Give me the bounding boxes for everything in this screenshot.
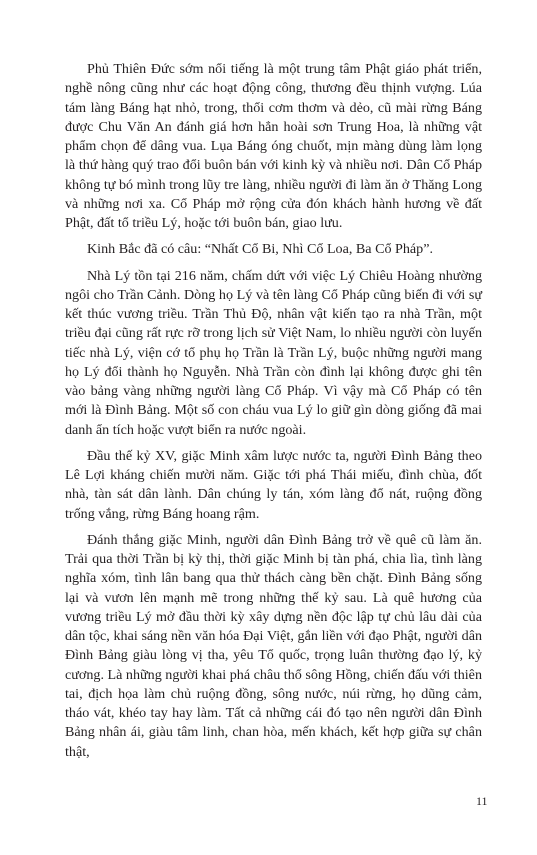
paragraph-giac-minh: Đầu thế kỷ XV, giặc Minh xâm lược nước ta, người Đình Bảng theo Lê Lợi kháng chiến mười năm. Giặc tới phá Thái miếu, đình chùa, đốt nhà, tàn sát dân lành. Dân chúng ly tán, xóm làng đổ nát, ruộng đồng trống vắng, rừng Báng hoang rậm.	[65, 447, 482, 522]
page-number: 11	[476, 794, 488, 808]
paragraph-thien-duc: Phủ Thiên Đức sớm nổi tiếng là một trung tâm Phật giáo phát triển, nghề nông cũng như các hoạt động công, thương đều thịnh vượng. Lúa tám làng Báng hạt nhỏ, trong, thổi cơm thơm và dẻo, cũ mài rừng Báng được Chu Văn An đánh giá hơn hẳn hoài sơn Trung Hoa, là những vật phẩm chọn để dâng vua. Lụa Báng óng chuốt, mịn màng dùng làm lọng là thứ hàng quý trao đổi buôn bán với kinh kỳ và nhiều nơi. Dân Cổ Pháp không tự bó mình trong lũy tre làng, nhiều người đi làm ăn ở Thăng Long và những nơi xa. Cổ Pháp mở rộng cửa đón khách hành hương về đất Phật, đất tổ triều Lý, hoặc tới buôn bán, giao lưu.	[65, 61, 482, 231]
paragraph-dinh-bang: Đánh thắng giặc Minh, người dân Đình Bảng trở về quê cũ làm ăn. Trải qua thời Trần bị kỳ thị, thời giặc Minh bị tàn phá, chia lìa, tình làng nghĩa xóm, tình lân bang qua thử thách càng bền chặt. Đình Bảng sống lại và vươn lên mạnh mẽ trong những thế kỷ sau. Là quê hương của vương triều Lý mở đầu thời kỳ xây dựng nền độc lập tự chủ lâu dài của dân tộc, khai sáng nền văn hóa Đại Việt, gắn liền với đạo Phật, người dân Đình Bảng giàu lòng vị tha, yêu Tổ quốc, trọng luân thường đạo lý, kỷ cương. Là những người khai phá châu thổ sông Hồng, chiến đấu với thiên tai, địch họa làm chủ ruộng đồng, sông nước, núi rừng, họ dũng cảm, tháo vát, khéo tay hay làm. Tất cả những cái đó tạo nên người dân Đình Bảng nhân ái, giàu tâm linh, chan hòa, mến khách, kết hợp giữa sự chân thật,	[65, 531, 482, 760]
paragraph-kinh-bac-saying: Kinh Bắc đã có câu: “Nhất Cổ Bi, Nhì Cổ Loa, Ba Cổ Pháp”.	[87, 241, 434, 258]
body-text	[65, 60, 482, 769]
paragraph-nha-ly: Nhà Lý tồn tại 216 năm, chấm dứt với việc Lý Chiêu Hoàng nhường ngôi cho Trần Cảnh. Dòng họ Lý và tên làng Cổ Pháp cũng biến đi với sự kết thúc vương triều. Trần Thủ Độ, nhân vật kiến tạo ra nhà Trần, một triều đại cũng rất rực rỡ trong lịch sử Việt Nam, lo nhiều người còn luyến tiếc nhà Lý, viện cớ tổ phụ họ Trần là Trần Lý, buộc những người mang họ Lý đổi thành họ Nguyễn. Nhà Trần còn đình lại không được ghi tên vào bảng vàng những người làng Cổ Pháp. Vì vậy mà Cổ Pháp có tên mới là Đình Bảng. Một số con cháu vua Lý lo giữ gìn dòng giống đã mai danh ẩn tích hoặc vượt biển ra nước ngoài.	[65, 267, 482, 438]
